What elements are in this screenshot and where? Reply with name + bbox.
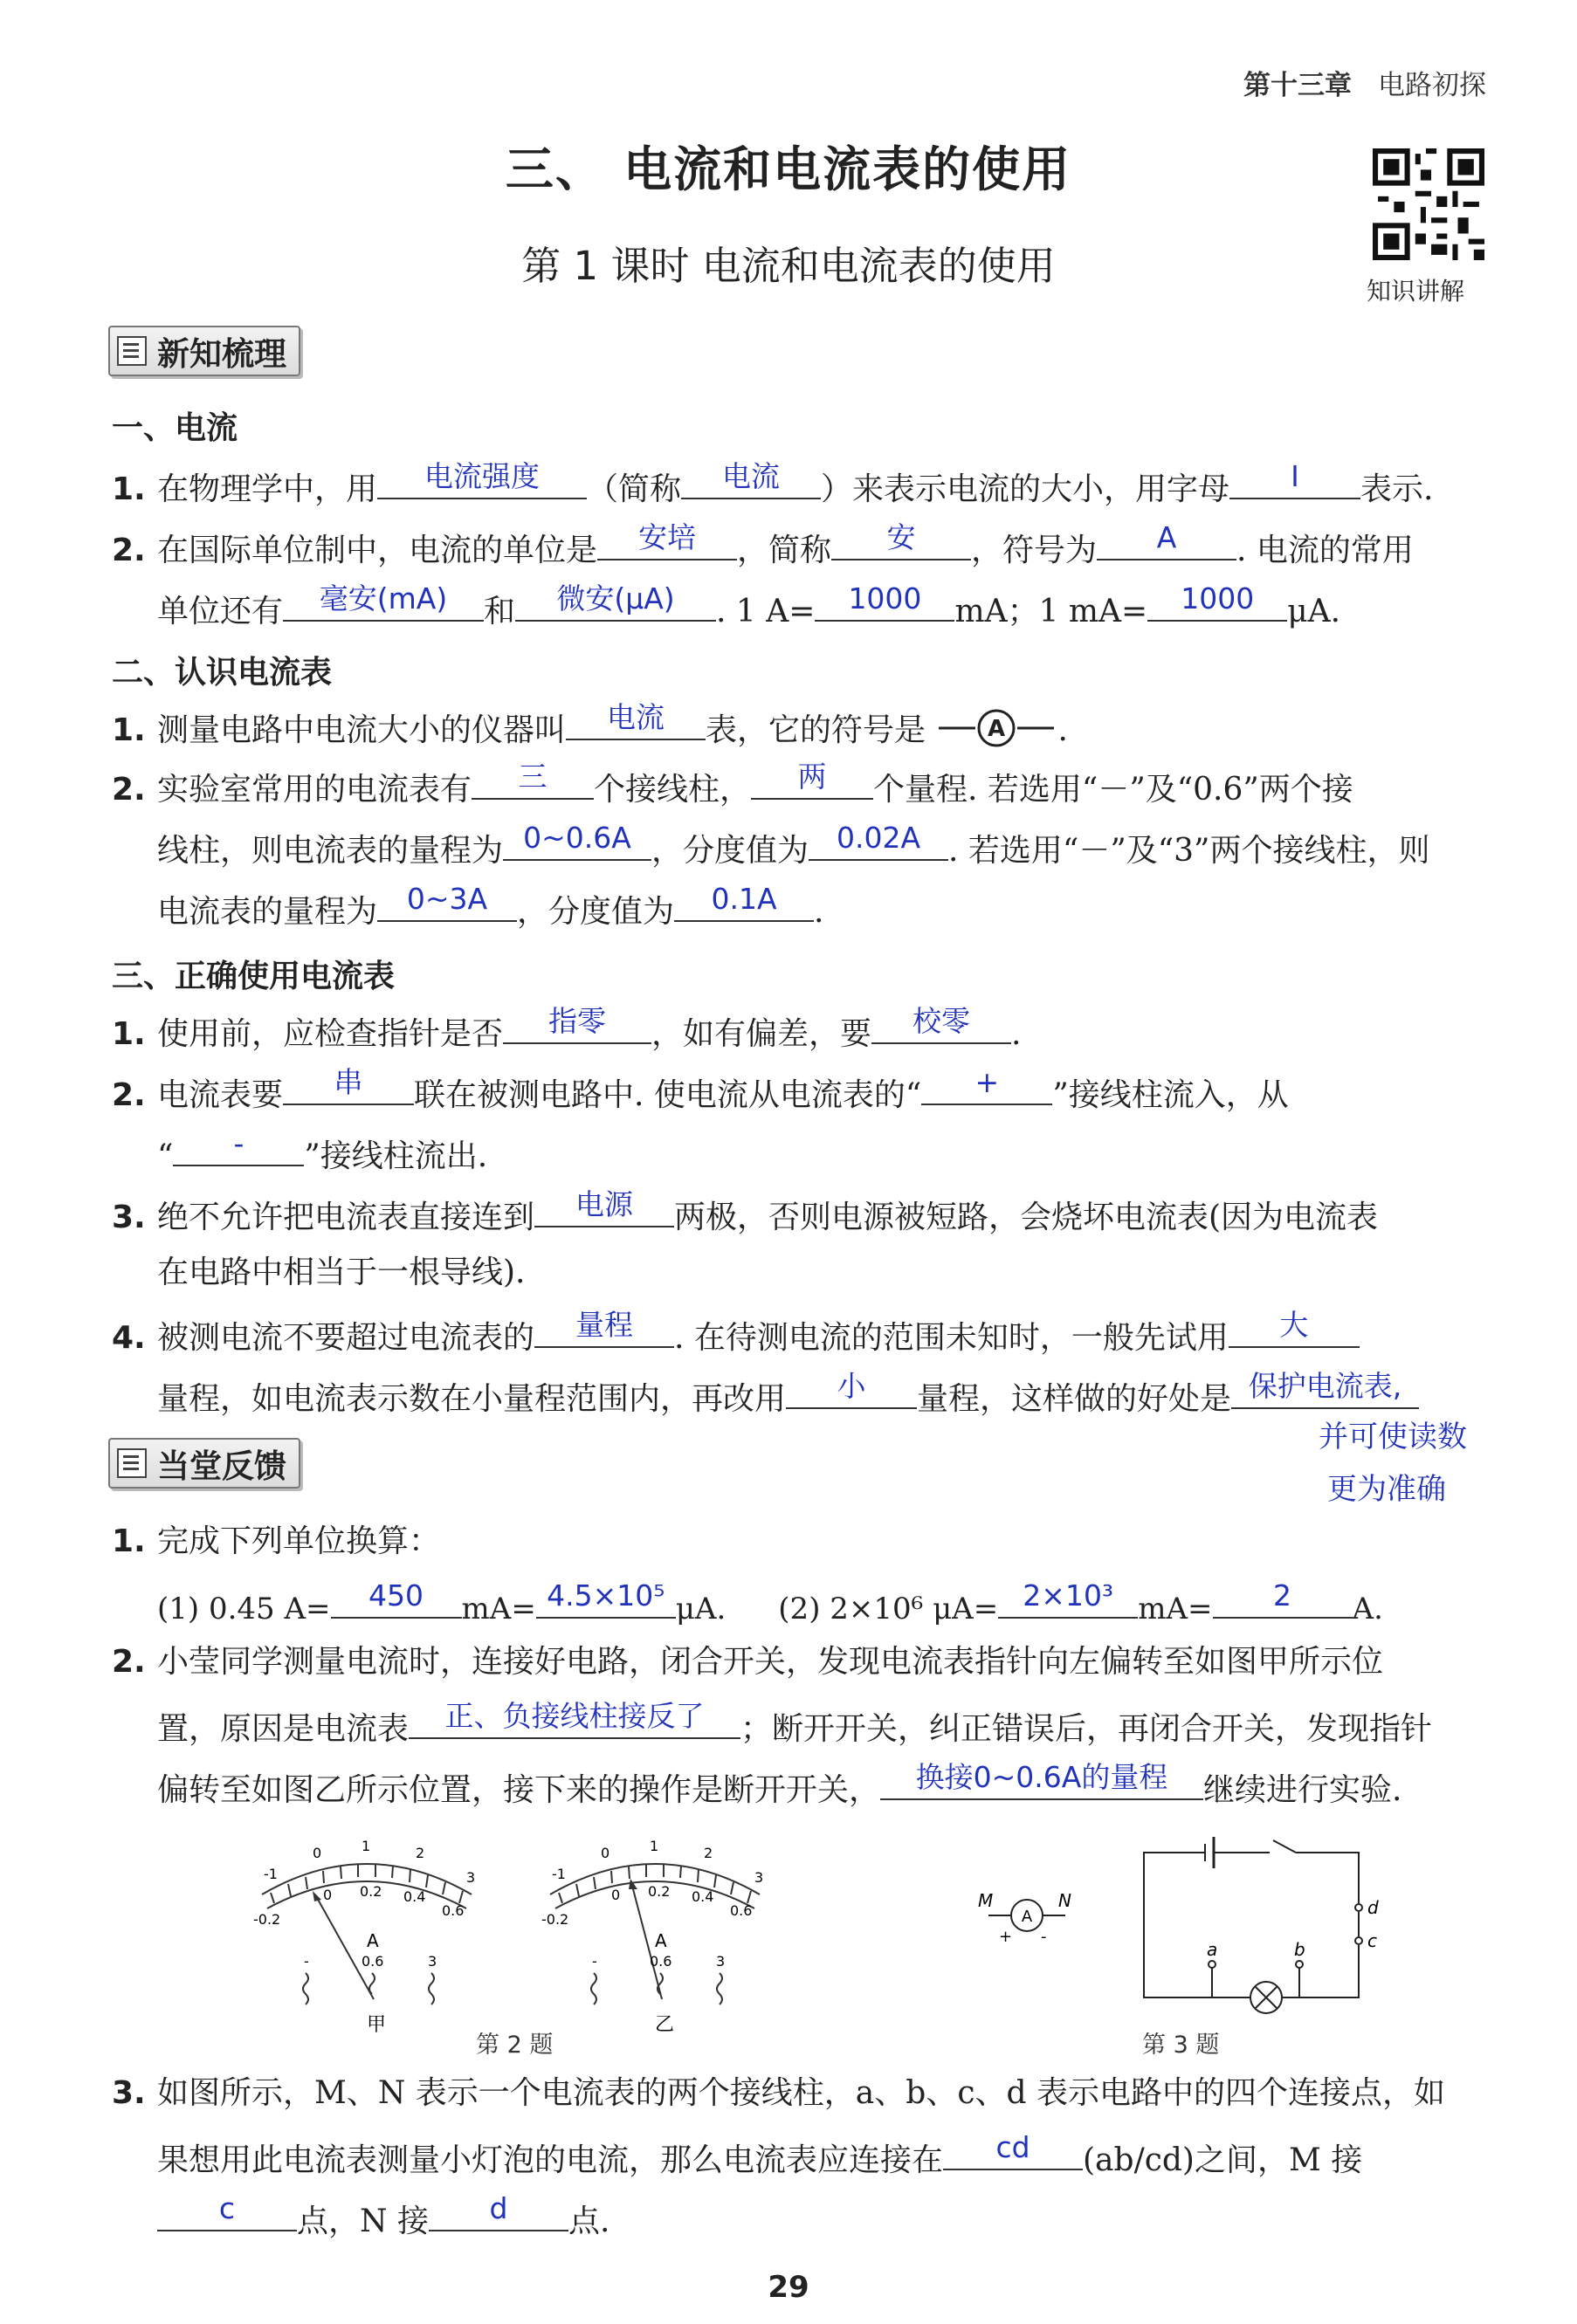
meter-yi [541,1838,763,2036]
qr-code-icon[interactable] [1373,148,1484,260]
question-text: 在物理学中，用 [157,471,378,507]
question-line [112,1187,1379,1235]
scale-label: 0.6 [730,1902,753,1919]
section-heading: 二、认识电流表 [112,655,333,691]
answer-text: 450 [368,1578,424,1612]
scale-label: 0 [601,1845,610,1861]
answer-blank[interactable] [681,459,821,499]
question-text: 电流表的量程为 [157,894,378,930]
figure-label-yi: 乙 [655,2014,675,2036]
question-text: 在国际单位制中，电流的单位是 [157,533,598,568]
question-text: mA= [1138,1592,1213,1626]
question-line [112,700,1068,748]
question-number: 2. [112,533,146,568]
question-number: 3. [112,1200,146,1235]
answer-text: - [233,1126,244,1160]
question-text: 线柱，则电流表的量程为 [157,833,504,869]
question-line [157,1578,1383,1626]
question-text: mA；1 mA= [954,594,1148,629]
question-text: 偏转至如图乙所示位置，接下来的操作是断开开关， [157,1772,881,1808]
answer-text: 指零 [548,1004,607,1038]
answer-blank[interactable] [566,700,706,740]
scale-label: -1 [264,1866,278,1882]
answer-blank[interactable] [815,581,954,622]
terminal-label: 0.6 [650,1953,672,1970]
scale-label: -1 [552,1866,566,1882]
question-line [157,1699,1433,1747]
scale-label: -0.2 [541,1911,569,1928]
answer-text: 保护电流表, [1248,1369,1402,1403]
question-text: 果想用此电流表测量小灯泡的电流，那么电流表应连接在 [157,2142,944,2178]
book-icon [117,336,147,366]
question-text: 量程，如电流表示数在小量程范围内，再改用 [157,1381,787,1417]
answer-text: 安培 [638,520,697,554]
scale-label: 0.4 [403,1888,426,1905]
point-b-label: b [1294,1939,1305,1960]
answer-text: 电流 [722,459,781,493]
answer-text: 串 [334,1065,363,1099]
answer-blank[interactable] [1147,581,1287,622]
answer-text: 电源 [575,1187,634,1221]
answer-text: 量程 [575,1308,634,1342]
answer-blank[interactable] [503,821,651,861]
answer-blank[interactable] [157,2191,297,2231]
scale-label: 0 [611,1887,621,1903]
section-heading: 三、正确使用电流表 [112,959,396,994]
scale-label: 2 [416,1845,425,1861]
answer-blank[interactable] [871,1004,1011,1044]
answer-text: 三 [518,760,547,794]
section-heading: 一、电流 [112,410,238,446]
answer-blank[interactable] [173,1126,304,1166]
question-text: . [1011,1016,1022,1052]
question-text: 绝不允许把电流表直接连到 [157,1200,535,1235]
question-text: 实验室常用的电流表有 [157,772,472,808]
answer-text: + [974,1065,1000,1099]
scale-label: 0.2 [360,1883,382,1900]
answer-text: 0.1A [711,882,777,916]
terminal-label: - [592,1953,597,1970]
question-line [157,1369,1419,1417]
question-text: (1) 0.45 A= [157,1592,331,1626]
section-banner-feedback [108,1438,300,1489]
question-text: 如图所示，M、N 表示一个电流表的两个接线柱，a、b、c、d 表示电路中的四个连接点，如 [157,2075,1445,2111]
answer-blank[interactable] [1229,1308,1360,1348]
answer-text: 1000 [1181,581,1255,615]
question-number: 4. [112,1320,146,1356]
scale-label: 2 [704,1845,713,1861]
scale-label: 0 [323,1887,333,1903]
answer-text: 大 [1279,1308,1309,1342]
answer-blank[interactable] [1229,459,1360,499]
answer-blank[interactable] [377,882,517,922]
answer-blank[interactable] [534,1308,674,1348]
lesson-subtitle: 第 1 课时 电流和电流表的使用 [521,243,1056,289]
question-number: 3. [112,2075,146,2111]
qr-label: 知识讲解 [1367,277,1465,306]
scale-label: 0.4 [692,1888,714,1905]
answer-text: 微安(μA) [556,581,675,615]
answer-blank[interactable] [921,1065,1052,1105]
question-text: A. [1352,1592,1383,1626]
figure-label-jia: 甲 [367,2014,387,2036]
question-text: 两极，否则电源被短路，会烧坏电流表(因为电流表 [674,1200,1379,1235]
answer-blank[interactable] [283,581,484,622]
question-number: 1. [112,1523,146,1559]
answer-text: 0~0.6A [523,821,631,855]
answer-text: 小 [837,1369,866,1403]
answer-text: c [218,2191,236,2225]
question-text: 置，原因是电流表 [157,1711,410,1747]
answer-text: 0.02A [837,821,921,855]
question-text: mA= [461,1592,536,1626]
figure-2-caption: 第 2 题 [476,2032,554,2059]
question-text: . 若选用“－”及“3”两个接线柱，则 [948,833,1430,869]
pencil-note-icon [117,1448,147,1478]
question-text: 完成下列单位换算： [157,1523,441,1559]
question-text: . [814,894,824,930]
answer-text: d [489,2191,508,2225]
ammeter-symbol-icon [935,709,1057,747]
answer-blank[interactable] [1231,1369,1419,1409]
question-line [112,2075,1445,2111]
answer-text: 校零 [912,1004,971,1038]
question-text: ，分度值为 [651,833,809,869]
question-text: ；断开开关，纠正错误后，再闭合开关，发现指针 [740,1711,1433,1747]
answer-blank[interactable] [943,2130,1083,2170]
scale-label: 3 [466,1869,476,1886]
question-text: 表，它的符号是 [706,712,926,748]
question-text: ，如有偏差，要 [651,1016,872,1052]
banner-label: 新知梳理 [157,335,286,373]
figure-3-caption: 第 3 题 [1142,2032,1220,2059]
answer-text: 0~3A [406,882,488,916]
banner-label: 当堂反馈 [157,1447,286,1485]
question-text: ，简称 [737,533,832,568]
scale-label: 3 [754,1869,764,1886]
meter-jia [253,1838,475,2036]
answer-blank[interactable] [1213,1578,1353,1619]
question-text: 点，N 接 [297,2204,429,2239]
question-text: 测量电路中电流大小的仪器叫 [157,712,567,748]
question-text: 点. [568,2204,610,2239]
scale-label: -0.2 [253,1911,281,1928]
terminal-label: - [304,1953,309,1970]
answer-text: 电流 [607,700,665,734]
chapter-topic: 电路初探 [1378,70,1486,101]
question-text: (ab/cd)之间，M 接 [1083,2142,1363,2178]
question-text: ”接线柱流出. [304,1138,488,1174]
question-text: μA. [1287,594,1341,629]
scale-label: 1 [362,1838,371,1854]
answer-blank[interactable] [283,1065,414,1105]
question-number: 2. [112,1644,146,1680]
question-text: （简称 [587,471,682,507]
answer-text: 2×10³ [1023,1578,1114,1612]
question-text: 在电路中相当于一根导线). [157,1255,526,1290]
answer-blank[interactable] [472,760,594,800]
answer-text: A [1156,520,1177,554]
answer-blank[interactable] [515,581,716,622]
answer-text: 安 [886,520,916,554]
answer-blank[interactable] [674,882,814,922]
answer-text-continued: 并可使读数 [1319,1420,1467,1454]
meter-letter: A [367,1930,379,1951]
question-text: . 在待测电流的范围未知时，一般先试用 [674,1320,1229,1356]
question-text: μA. [675,1592,727,1626]
question-text: . [1057,712,1068,748]
terminal-label: 0.6 [362,1953,384,1970]
lamp-icon [1250,1982,1282,2013]
question-text: 量程，这样做的好处是 [917,1381,1232,1417]
terminal-label: 3 [716,1953,726,1970]
answer-blank[interactable] [831,520,971,560]
question-line [112,459,1434,507]
question-text: 联在被测电路中. 使电流从电流表的“ [414,1077,922,1113]
point-d-label: d [1367,1897,1379,1918]
question-line [157,1760,1402,1808]
question-line [157,581,1341,629]
question-line [157,2130,1363,2178]
question-number: 2. [112,772,146,808]
question-line [112,760,1353,808]
question-number: 1. [112,712,146,748]
answer-text-continued: 更为准确 [1327,1472,1446,1507]
answer-text: 1000 [848,581,922,615]
question-text: ，符号为 [971,533,1098,568]
circuit-wires [1144,1837,1359,1997]
ammeter-mn [978,1890,1071,1946]
question-line [157,2191,610,2239]
question-line [157,882,824,930]
meter-letter: A [655,1930,667,1951]
question-line [157,1126,488,1174]
answer-text: 毫安(mA) [319,581,448,615]
page-title: 三、 电流和电流表的使用 [505,141,1072,197]
question-line [112,1004,1022,1052]
chapter-label: 第十三章 [1243,70,1352,101]
answer-text: 电流强度 [424,459,541,493]
answer-blank[interactable] [534,1187,674,1227]
scale-label: 1 [650,1838,659,1854]
question-text: ，分度值为 [517,894,675,930]
question-text: 继续进行实验. [1203,1772,1402,1808]
answer-blank[interactable] [429,2191,568,2231]
answer-text: 2 [1273,1578,1292,1612]
question-text: . 电流的常用 [1236,533,1414,568]
question-line [112,1065,1289,1113]
question-line [112,1644,1384,1680]
answer-text: cd [995,2130,1030,2164]
scale-label: 0 [313,1845,322,1861]
figure-2-meters [244,1816,786,2043]
question-line [157,821,1430,869]
answer-blank[interactable] [536,1578,676,1619]
answer-text: 两 [797,760,827,794]
question-text: 表示. [1360,471,1434,507]
answer-text: 4.5×10⁵ [547,1578,665,1612]
question-line [112,520,1414,568]
question-line [112,1308,1360,1356]
question-text: (2) 2×10⁶ μA= [778,1592,999,1626]
point-c-label: c [1367,1930,1377,1951]
page-number: 29 [768,2270,809,2305]
terminal-label: 3 [428,1953,437,1970]
ammeter-symbol-letter: A [988,716,1006,742]
question-text: 和 [484,594,516,629]
page-header [1243,63,1486,102]
question-text: 使用前，应检查指针是否 [157,1016,504,1052]
question-number: 1. [112,1016,146,1052]
question-line [112,1523,441,1559]
answer-blank[interactable] [503,1004,651,1044]
ammeter-letter: A [1021,1908,1033,1926]
answer-text: I [1291,459,1299,493]
question-text: 个量程. 若选用“－”及“0.6”两个接 [873,772,1353,808]
answer-blank[interactable] [751,760,873,800]
figure-3-circuit [961,1825,1415,2025]
question-text: ”接线柱流入，从 [1052,1077,1289,1113]
question-line [157,1257,526,1289]
question-text: 单位还有 [157,594,284,629]
answer-blank[interactable] [998,1578,1138,1619]
answer-blank[interactable] [409,1699,740,1739]
point-a-label: a [1207,1939,1218,1960]
question-text: 个接线柱， [594,772,752,808]
minus-sign: - [1041,1928,1047,1946]
plus-sign: + [999,1928,1013,1946]
section-banner-new-knowledge [108,326,300,376]
answer-blank[interactable] [880,1760,1203,1800]
answer-blank[interactable] [377,459,587,499]
answer-text: 正、负接线柱接反了 [444,1699,705,1733]
answer-blank[interactable] [786,1369,917,1409]
terminal-n-label: N [1058,1890,1071,1911]
scale-label: 0.6 [442,1902,465,1919]
answer-blank[interactable] [597,520,737,560]
scale-label: 0.2 [648,1883,671,1900]
question-text: ）来表示电流的大小，用字母 [821,471,1230,507]
question-text: 被测电流不要超过电流表的 [157,1320,535,1356]
answer-blank[interactable] [809,821,948,861]
answer-blank[interactable] [331,1578,462,1619]
terminal-m-label: M [978,1890,994,1911]
question-number: 2. [112,1077,146,1113]
question-text: “ [157,1138,174,1174]
question-text: 电流表要 [157,1077,284,1113]
answer-blank[interactable] [1097,520,1236,560]
question-text: 小莹同学测量电流时，连接好电路，闭合开关，发现电流表指针向左偏转至如图甲所示位 [157,1644,1384,1680]
question-number: 1. [112,471,146,507]
answer-text: 换接0~0.6A的量程 [915,1760,1168,1794]
question-text: . 1 A= [716,594,816,629]
